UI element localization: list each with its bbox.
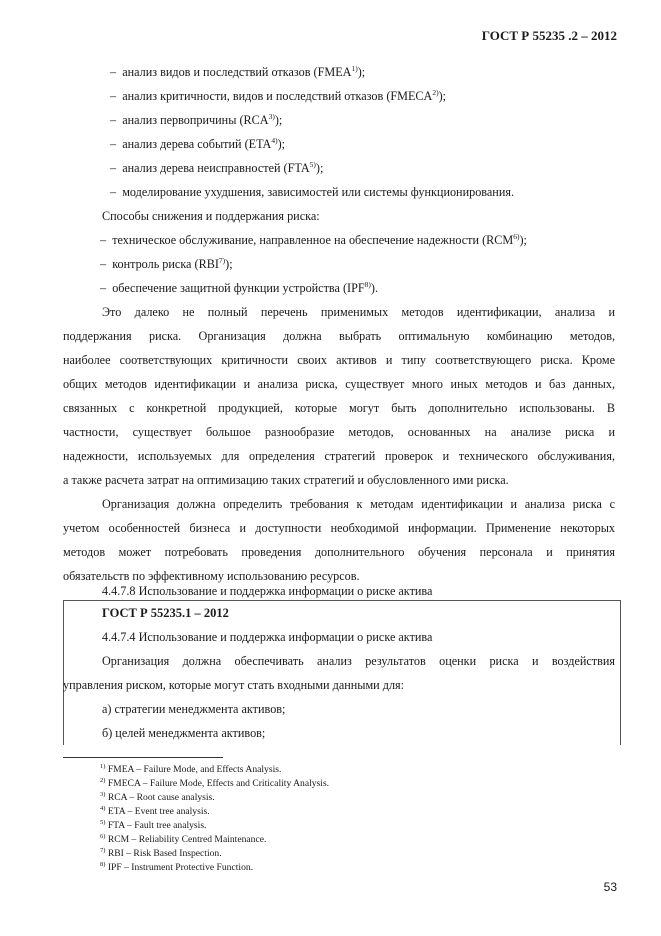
list-item-suffix: ); <box>277 137 286 151</box>
list-item-text: моделирование ухудшения, зависимостей или системы функционирования. <box>122 185 514 199</box>
footnote <box>100 834 266 846</box>
paragraph-line: а также расчета затрат на оптимизацию таких стратегий и обусловленного ими риска. <box>63 473 509 487</box>
footnote-number: 7) <box>100 847 106 854</box>
risk-methods-title: Способы снижения и поддержания риска: <box>102 209 320 223</box>
box-title: ГОСТ Р 55235.1 – 2012 <box>102 606 229 620</box>
footnote-divider <box>63 757 223 758</box>
paragraph-line: Организация должна определить требования к методам идентификации и анализа риска с <box>102 497 615 511</box>
list-item-suffix: ); <box>438 89 447 103</box>
list-item-suffix: ); <box>315 161 324 175</box>
list-item <box>100 280 378 296</box>
footnote-text: ETA – Event tree analysis. <box>107 806 210 817</box>
footnote-number: 6) <box>100 833 106 840</box>
list-dash: – <box>110 65 117 79</box>
list-dash: – <box>110 137 117 151</box>
list-item <box>110 64 365 80</box>
box-paragraph-line: Организация должна обеспечивать анализ результатов оценки риска и воздействия <box>102 654 615 668</box>
list-dash: – <box>100 233 107 247</box>
footnote-text: RCM – Reliability Centred Maintenance. <box>107 834 267 845</box>
list-item-text: анализ дерева неисправностей (FTA <box>122 161 310 175</box>
footnote-text: IPF – Instrument Protective Function. <box>107 862 254 873</box>
list-dash: – <box>100 281 107 295</box>
footnote-ref: 1) <box>351 64 358 73</box>
footnote-ref: 6) <box>513 232 520 241</box>
paragraph-line: связанных с конкретной продукцией, которые могут быть дополнительно использованы. В <box>63 401 615 415</box>
footnote <box>100 792 215 804</box>
list-item-suffix: ); <box>519 233 527 247</box>
list-item-text: обеспечение защитной функции устройства (IPF <box>112 281 365 295</box>
list-item-text: анализ дерева событий (ETA <box>122 137 272 151</box>
footnote-number: 4) <box>100 805 106 812</box>
footnote-number: 3) <box>100 791 106 798</box>
paragraph-line: Это далеко не полный перечень применимых методов идентификации, анализа и <box>102 305 615 319</box>
footnote-number: 1) <box>100 763 106 770</box>
page-header: ГОСТ Р 55235 .2 – 2012 <box>481 28 617 43</box>
list-item <box>110 136 285 152</box>
footnote-ref: 5) <box>309 160 316 169</box>
footnote <box>100 764 281 776</box>
list-item-suffix: ); <box>225 257 233 271</box>
footnote <box>100 848 222 860</box>
paragraph-line: надежности, используемых для определения стратегий проверок и технического обслуживания, <box>63 449 615 463</box>
footnote <box>100 778 329 790</box>
footnote-ref: 2) <box>432 88 439 97</box>
page-number: 53 <box>603 880 617 894</box>
paragraph-line: общих методов идентификации и анализа риска, существует много иных методов и баз данных, <box>63 377 615 391</box>
list-dash: – <box>100 257 107 271</box>
box-list-item: б) целей менеджмента активов; <box>102 726 266 740</box>
list-dash: – <box>110 89 117 103</box>
footnote-number: 2) <box>100 777 106 784</box>
footnote <box>100 862 253 874</box>
footnote-text: FTA – Fault tree analysis. <box>107 820 207 831</box>
paragraph-line: учетом особенностей бизнеса и доступности необходимой информации. Применение некоторых <box>63 521 615 535</box>
paragraph-line: поддержания риска. Организация должна выбрать оптимальную комбинацию методов, <box>63 329 615 343</box>
footnote <box>100 806 210 818</box>
footnote-ref: 3) <box>268 112 275 121</box>
box-subheading: 4.4.7.4 Использование и поддержка информации о риске актива <box>102 630 433 644</box>
box-paragraph-line: управления риском, которые могут стать входными данными для: <box>63 678 405 692</box>
box-list-item: а) стратегии менеджмента активов; <box>102 702 286 716</box>
footnote-text: RCA – Root cause analysis. <box>107 792 215 803</box>
list-item <box>110 88 446 104</box>
footnote-text: FMECA – Failure Mode, Effects and Criticality Analysis. <box>107 778 330 789</box>
list-item <box>100 232 527 248</box>
footnote-number: 5) <box>100 819 106 826</box>
list-item <box>110 160 323 176</box>
section-heading: 4.4.7.8 Использование и поддержка информации о риске актива <box>102 584 433 598</box>
list-item-text: анализ видов и последствий отказов (FMEA <box>122 65 352 79</box>
paragraph-line: обязательств по эффективному использованию ресурсов. <box>63 569 360 583</box>
list-item-suffix: ); <box>274 113 283 127</box>
footnote-ref: 4) <box>271 136 278 145</box>
list-item-text: контроль риска (RBI <box>112 257 219 271</box>
footnote <box>100 820 206 832</box>
paragraph-line: частности, существует большое разнообразие методов, основанных на анализе риска и <box>63 425 615 439</box>
list-dash: – <box>110 161 117 175</box>
list-item-text: техническое обслуживание, направленное на обеспечение надежности (RCM <box>112 233 514 247</box>
list-item-suffix: ). <box>370 281 379 295</box>
list-dash: – <box>110 185 117 199</box>
quoted-standard-box <box>63 600 621 745</box>
footnote-text: FMEA – Failure Mode, and Effects Analysis. <box>107 764 282 775</box>
list-item <box>110 184 514 200</box>
paragraph-line: методов может потребовать проведения дополнительного обучения персонала и принятия <box>63 545 615 559</box>
paragraph-line: наиболее соответствующих критичности своих активов и типу соответствующего риска. Кроме <box>63 353 615 367</box>
list-item <box>110 112 282 128</box>
list-item <box>100 256 233 272</box>
list-item-suffix: ); <box>357 65 366 79</box>
footnote-ref: 7) <box>218 256 226 265</box>
footnote-number: 8) <box>100 861 106 868</box>
list-dash: – <box>110 113 117 127</box>
footnote-text: RBI – Risk Based Inspection. <box>107 848 222 859</box>
list-item-text: анализ критичности, видов и последствий отказов (FMECA <box>122 89 433 103</box>
footnote-ref: 8) <box>364 280 371 289</box>
list-item-text: анализ первопричины (RCA <box>122 113 269 127</box>
